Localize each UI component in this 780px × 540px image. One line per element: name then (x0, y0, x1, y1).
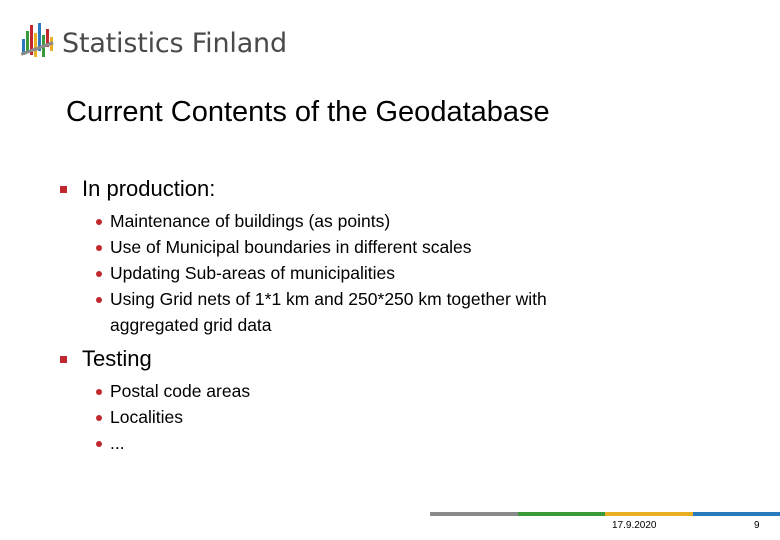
section-heading-text: Testing (82, 346, 152, 371)
footer-date: 17.9.2020 (612, 520, 657, 531)
brand-name: Statistics Finland (62, 27, 287, 59)
list-item (60, 378, 750, 404)
round-bullet-icon (96, 441, 102, 447)
list-item (60, 286, 630, 338)
list-item (60, 260, 750, 286)
round-bullet-icon (96, 219, 102, 225)
section-heading-text: In production: (82, 176, 216, 201)
statistics-finland-logo (20, 20, 287, 66)
bullet-list (60, 208, 750, 338)
footer-bar-segment (693, 512, 780, 516)
list-item (60, 208, 750, 234)
round-bullet-icon (96, 245, 102, 251)
section-heading (60, 342, 750, 376)
section-heading (60, 172, 750, 206)
list-item (60, 430, 750, 456)
round-bullet-icon (96, 389, 102, 395)
square-bullet-icon (60, 186, 67, 193)
statistics-finland-logo-icon (20, 21, 54, 65)
footer-bar-segment (605, 512, 693, 516)
footer-bar-segment (430, 512, 518, 516)
footer-color-bar (430, 512, 780, 516)
list-item-text: ... (110, 433, 125, 453)
slide-title: Current Contents of the Geodatabase (66, 96, 550, 128)
list-item (60, 404, 750, 430)
slide-content (60, 170, 750, 460)
round-bullet-icon (96, 271, 102, 277)
round-bullet-icon (96, 297, 102, 303)
list-item (60, 234, 750, 260)
page-number: 9 (754, 520, 760, 531)
footer-bar-segment (518, 512, 606, 516)
round-bullet-icon (96, 415, 102, 421)
list-item-text: Localities (110, 407, 183, 427)
bullet-list (60, 378, 750, 456)
square-bullet-icon (60, 356, 67, 363)
list-item-text: Use of Municipal boundaries in different scales (110, 237, 472, 257)
list-item-text: Using Grid nets of 1*1 km and 250*250 km together with aggregated grid data (110, 289, 547, 335)
list-item-text: Maintenance of buildings (as points) (110, 211, 391, 231)
list-item-text: Postal code areas (110, 381, 251, 401)
list-item-text: Updating Sub-areas of municipalities (110, 263, 396, 283)
